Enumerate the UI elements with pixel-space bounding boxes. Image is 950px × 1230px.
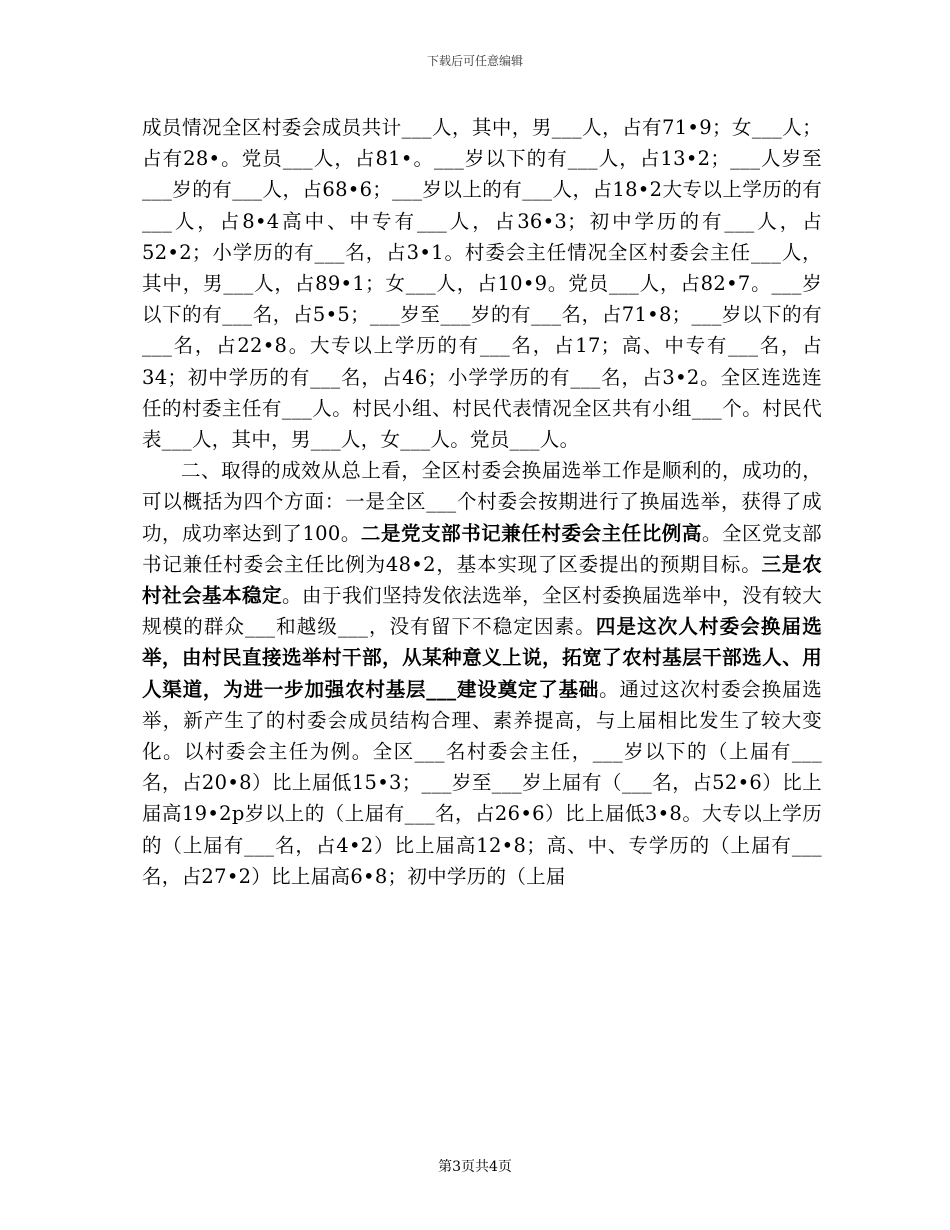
paragraph-member-statistics: 成员情况全区村委会成员共计___人，其中，男___人，占有71•9；女___人；占有28•。党员___人，占81•。___岁以下的有___人，占13•2；___人岁至___岁的有___人，占68•6；___岁以上的有___人，占18•2大专以上学历的有___人，占8•4高中、中专有___人，占36•3；初中学历的有___人，占52•2；小学历的有___名，占3•1。村委会主任情况全区村委会主任___人，其中，男___人，占89•1；女___人，占10•9。党员___人，占82•7。___岁以下的有___名，占5•5；___岁至___岁的有___名，占71•8；___岁以下的有___名，占22•8。大专以上学历的有___名，占17；高、中专有___名，占34；初中学历的有___名，占46；小学学历的有___名，占3•2。全区连选连任的村委主任有___人。村民小组、村民代表情况全区共有小组___个。村民代表___人，其中，男___人，女___人。党员___人。 bbox=[142, 116, 822, 452]
page-number: 第3页共4页 bbox=[438, 1159, 512, 1175]
achievement-point-two-detail: 。全区党支部书记兼任村委会主任比例为48•2，基本实现了区委提出的预期目标。 bbox=[142, 521, 822, 576]
achievement-point-three: 三是农村社会基本稳定 bbox=[142, 552, 822, 608]
page-header: 下载后可任意编辑 bbox=[426, 54, 523, 68]
paragraph-achievements bbox=[142, 455, 822, 892]
achievement-point-two: 二是党支部书记兼任村委会主任比例高 bbox=[360, 521, 702, 545]
achievement-point-three-detail: 。由于我们坚持发依法选举，全区村委换届选举中，没有较大规模的群众___和越级___，没有留下不稳定因素。 bbox=[142, 584, 822, 639]
achievement-comparison-detail: 。通过这次村委会换届选举，新产生了的村委会成员结构合理、素养提高，与上届相比发生了较大变化。以村委会主任为例。全区___名村委会主任，___岁以下的（上届有___名，占20•8）比上届低15•3；___岁至___岁上届有（___名，占52•6）比上届高19•2p岁以上的（上届有___名，占26•6）比上届低3•8。大专以上学历的（上届有___名，占4•2）比上届高12•8；高、中、专学历的（上届有___名，占27•2）比上届高6•8；初中学历的（上届 bbox=[142, 677, 822, 888]
document-body bbox=[142, 112, 822, 892]
achievement-overview: 二、取得的成效从总上看，全区村委会换届选举工作是顺利的，成功的，可以概括为四个方面：一是全区___个村委会按期进行了换届选举，获得了成功，成功率达到了100。 bbox=[142, 459, 822, 545]
achievement-point-four: 四是这次人村委会换届选举，由村民直接选举村干部，从某种意义上说，拓宽了农村基层干部选人、用人渠道，为进一步加强农村基层___建设奠定了基础 bbox=[142, 615, 822, 701]
